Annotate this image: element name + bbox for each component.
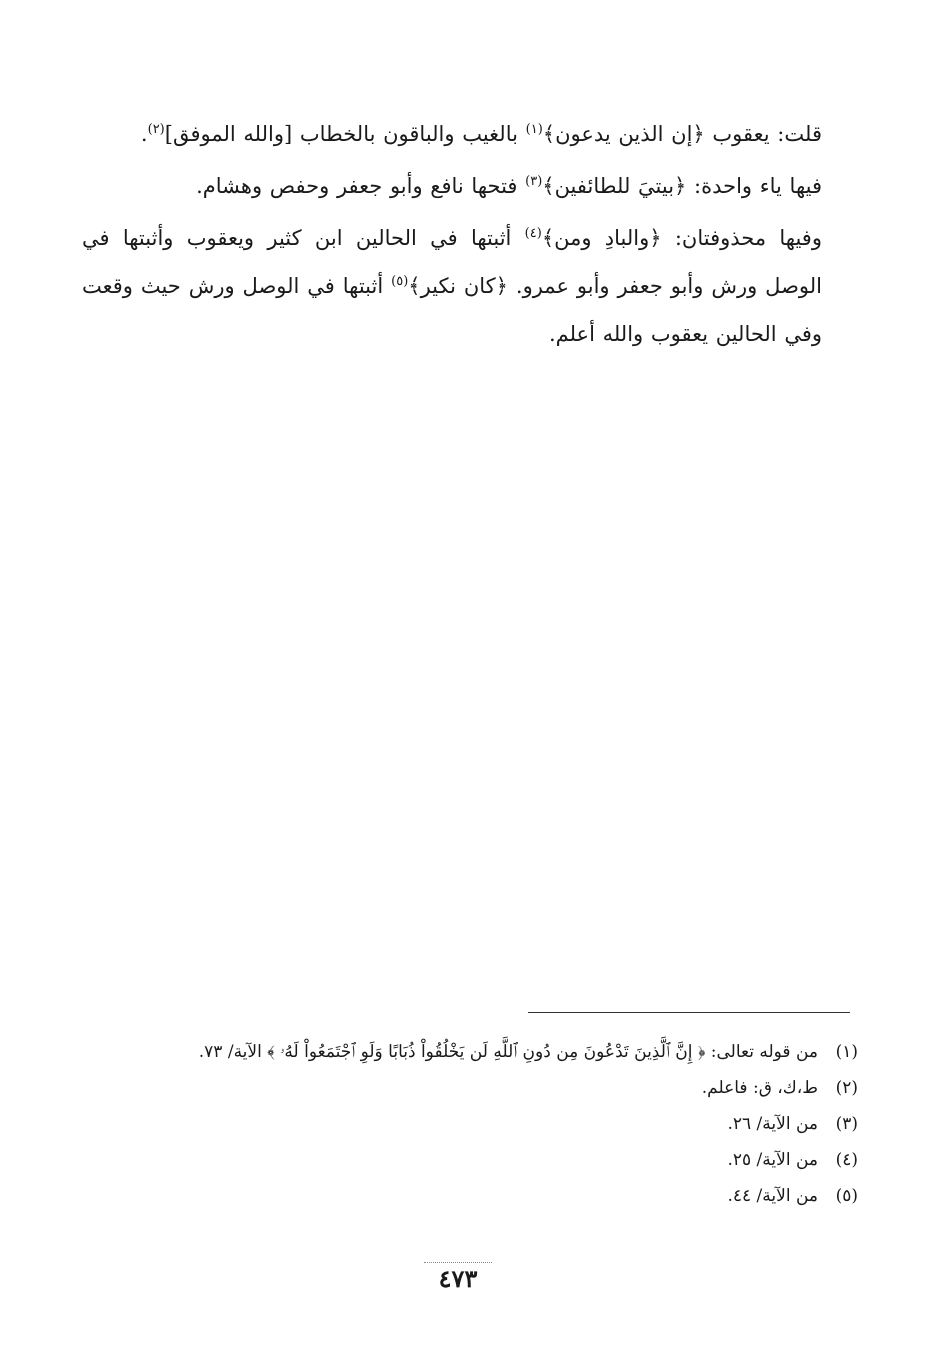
footnote-ref-2[interactable]: (٢) — [147, 122, 165, 137]
paragraph-3-text-c: أثبتها في الوصل ورش حيث وقعت وفي الحالين يعقوب والله أعلم. — [82, 274, 822, 346]
footnote-number: (١) — [835, 1042, 858, 1062]
paragraph-1 — [82, 110, 822, 158]
footnote-number: (٣) — [835, 1114, 858, 1134]
paragraph-1-text-b: بالغيب والباقون بالخطاب [والله الموفق] — [164, 122, 526, 146]
paragraph-2-text-a: فيها ياء واحدة: ﴿بيتيَ للطائفين﴾ — [542, 174, 822, 198]
footnotes — [82, 1034, 858, 1214]
footnote-text: ط،ك، ق: فاعلم. — [701, 1078, 818, 1098]
footnote-5 — [82, 1178, 858, 1214]
paragraph-3 — [82, 214, 822, 358]
footnote-number: (٤) — [835, 1150, 858, 1170]
page-number-rule — [424, 1262, 492, 1263]
paragraph-3-text-a: وفيها محذوفتان: ﴿والبادِ ومن﴾ — [541, 226, 822, 250]
footnote-text: من الآية/ ٤٤. — [727, 1186, 818, 1206]
paragraph-1-text-a: قلت: يعقوب ﴿إن الذين يدعون﴾ — [542, 122, 822, 146]
page-number: ٤٧٣ — [438, 1264, 478, 1293]
footnote-text: من الآية/ ٢٥. — [727, 1150, 818, 1170]
footnote-ref-3[interactable]: (٣) — [525, 174, 543, 189]
paragraph-2-text-b: فتحها نافع وأبو جعفر وحفص وهشام. — [196, 174, 526, 198]
footnote-text: من الآية/ ٢٦. — [727, 1114, 818, 1134]
main-text — [82, 110, 822, 358]
paragraph-1-text-c: . — [140, 122, 148, 146]
footnote-ref-5[interactable]: (٥) — [391, 274, 409, 289]
footnote-number: (٢) — [835, 1078, 858, 1098]
paragraph-2 — [82, 162, 822, 210]
footnote-ref-1[interactable]: (١) — [525, 122, 543, 137]
footnote-1 — [82, 1034, 858, 1070]
paragraph-3-text-b: أثبتها في الحالين ابن كثير ويعقوب وأثبتها في الوصل ورش وأبو جعفر وأبو عمرو. ﴿كان نكير﴾ — [82, 226, 822, 298]
footnote-text: من قوله تعالى: ﴿ إِنَّ ٱلَّذِينَ تَدْعُونَ مِن دُونِ ٱللَّهِ لَن يَخْلُقُواْ ذُبَابًا وَلَوِ ٱجْتَمَعُواْ لَهُۥ ﴾ الآية/ ٧٣. — [198, 1042, 818, 1062]
footnote-ref-4[interactable]: (٤) — [524, 226, 542, 241]
footnote-separator — [528, 1012, 850, 1013]
footnote-3 — [82, 1106, 858, 1142]
footnote-4 — [82, 1142, 858, 1178]
footnote-number: (٥) — [835, 1186, 858, 1206]
footnote-2 — [82, 1070, 858, 1106]
